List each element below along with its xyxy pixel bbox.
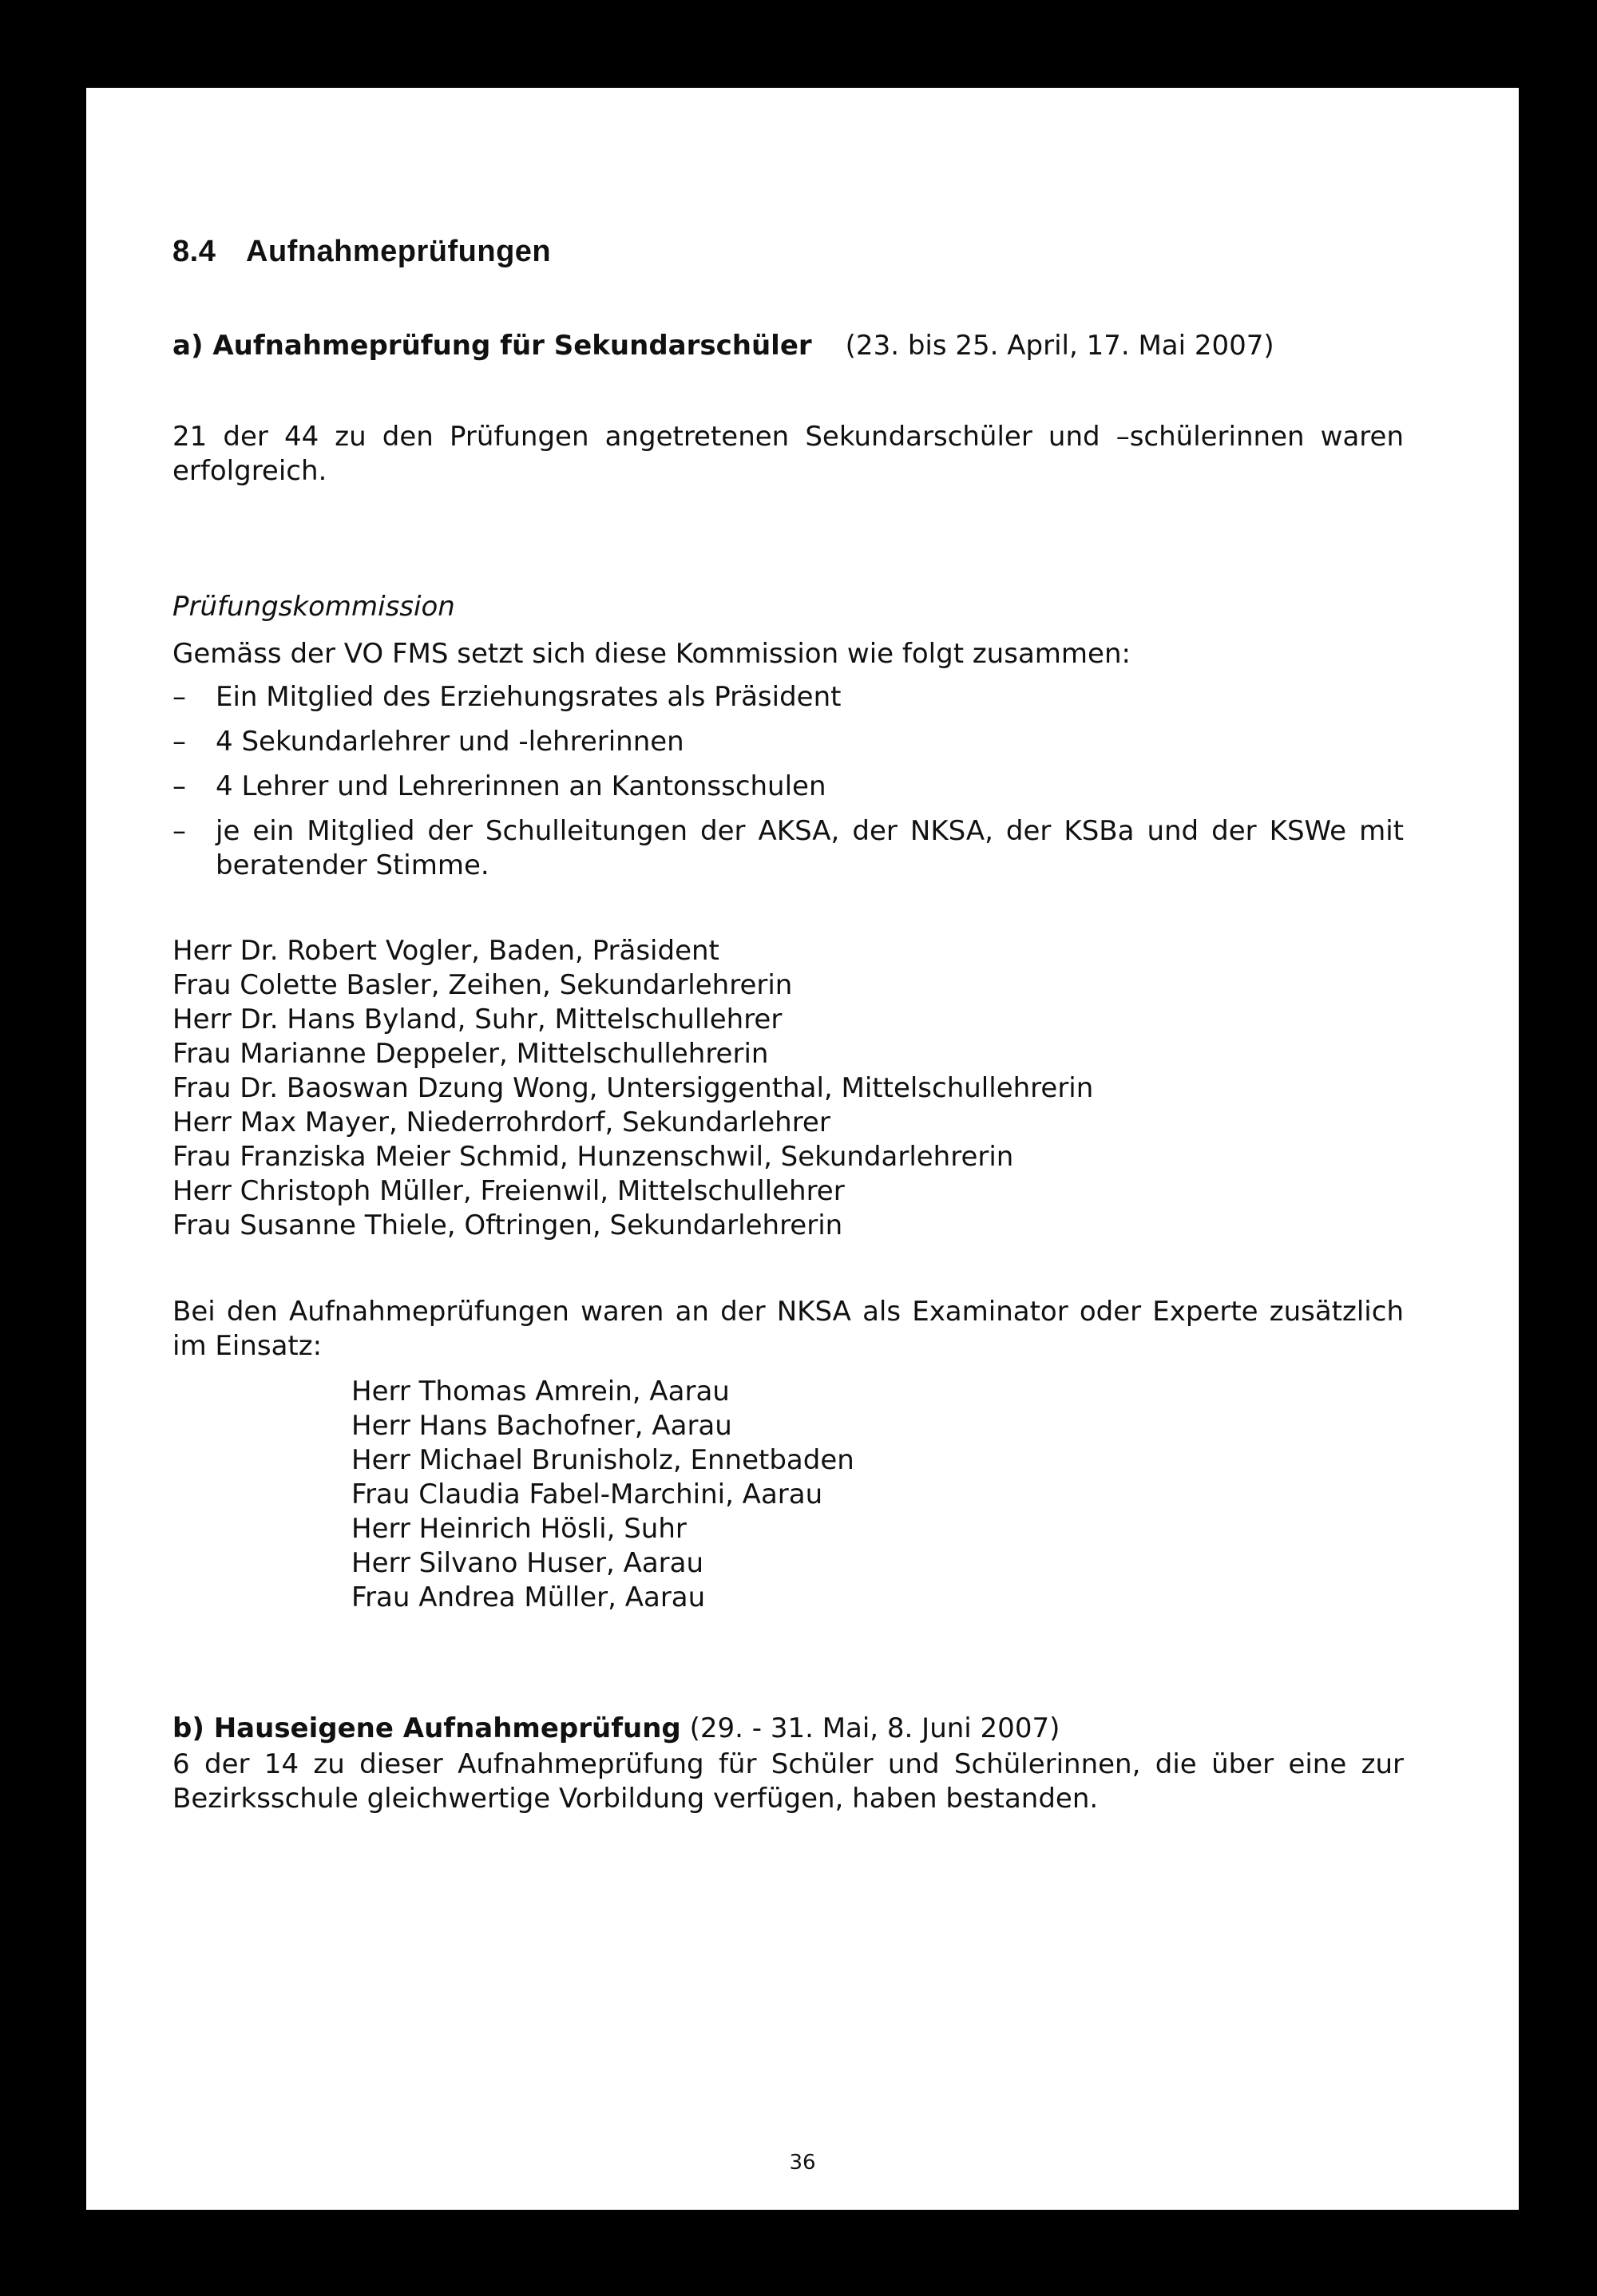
part-b-result-text: 6 der 14 zu dieser Aufnahmeprüfung für Schüler und Schülerinnen, die über eine zur Bezirksschule gleichwertige Vorbildung verfügen, haben bestanden. — [172, 1748, 1404, 1815]
examiner-item: Herr Hans Bachofner, Aarau — [351, 1410, 732, 1442]
commission-composition-list — [172, 680, 1404, 893]
scan-border-bottom — [0, 2210, 1597, 2296]
member-item: Herr Max Mayer, Niederrohrdorf, Sekundarlehrer — [172, 1106, 830, 1138]
member-item: Herr Dr. Hans Byland, Suhr, Mittelschullehrer — [172, 1004, 783, 1035]
commission-intro: Gemäss der VO FMS setzt sich diese Kommission wie folgt zusammen: — [172, 638, 1131, 670]
member-item: Frau Colette Basler, Zeihen, Sekundarlehrerin — [172, 969, 793, 1001]
part-b-heading: b) Hauseigene Aufnahmeprüfung — [172, 1712, 681, 1744]
examiner-item: Frau Andrea Müller, Aarau — [351, 1581, 706, 1613]
examiner-item: Herr Thomas Amrein, Aarau — [351, 1376, 730, 1407]
part-a-result-text: 21 der 44 zu den Prüfungen angetretenen Sekundarschüler und –schülerinnen waren erfolgreich. — [172, 421, 1404, 487]
list-item: – je ein Mitglied der Schulleitungen der AKSA, der NKSA, der KSBa und der KSWe mit beratender Stimme. — [172, 815, 1404, 881]
examiner-item: Frau Claudia Fabel-Marchini, Aarau — [351, 1479, 823, 1510]
section-heading — [172, 235, 551, 269]
section-number: 8.4 — [172, 235, 216, 268]
member-item: Frau Susanne Thiele, Oftringen, Sekundarlehrerin — [172, 1209, 843, 1241]
scan-border-top — [0, 0, 1597, 88]
section-title: Aufnahmeprüfungen — [246, 235, 552, 268]
commission-title: Prüfungskommission — [172, 591, 455, 623]
member-item: Herr Dr. Robert Vogler, Baden, Präsident — [172, 935, 719, 967]
scan-border-right — [1519, 0, 1597, 2296]
list-item: – 4 Lehrer und Lehrerinnen an Kantonsschulen — [172, 770, 826, 802]
page-number: 36 — [789, 2151, 816, 2175]
part-b-heading-line — [172, 1712, 1404, 1746]
part-a-dates: (23. bis 25. April, 17. Mai 2007) — [845, 330, 1274, 362]
examiner-item: Herr Heinrich Hösli, Suhr — [351, 1513, 687, 1545]
document-page — [86, 88, 1519, 2210]
examiner-item: Herr Michael Brunisholz, Ennetbaden — [351, 1444, 854, 1476]
part-a-heading: a) Aufnahmeprüfung für Sekundarschüler — [172, 330, 812, 362]
member-item: Frau Marianne Deppeler, Mittelschullehrerin — [172, 1038, 769, 1070]
part-a-heading-line — [172, 330, 1274, 362]
scan-border-left — [0, 0, 86, 2296]
examiner-item: Herr Silvano Huser, Aarau — [351, 1547, 704, 1579]
examiners-intro: Bei den Aufnahmeprüfungen waren an der NKSA als Examinator oder Experte zusätzlich im Einsatz: — [172, 1296, 1404, 1362]
list-item: – Ein Mitglied des Erziehungsrates als Präsident — [172, 681, 842, 713]
member-item: Frau Dr. Baoswan Dzung Wong, Untersiggenthal, Mittelschullehrerin — [172, 1072, 1094, 1104]
commission-members-list — [172, 934, 1093, 1243]
member-item: Frau Franziska Meier Schmid, Hunzenschwil, Sekundarlehrerin — [172, 1141, 1014, 1173]
examiners-list — [351, 1375, 854, 1615]
part-b-dates: (29. - 31. Mai, 8. Juni 2007) — [689, 1712, 1060, 1744]
member-item: Herr Christoph Müller, Freienwil, Mittelschullehrer — [172, 1175, 845, 1207]
list-item: – 4 Sekundarlehrer und -lehrerinnen — [172, 726, 684, 758]
